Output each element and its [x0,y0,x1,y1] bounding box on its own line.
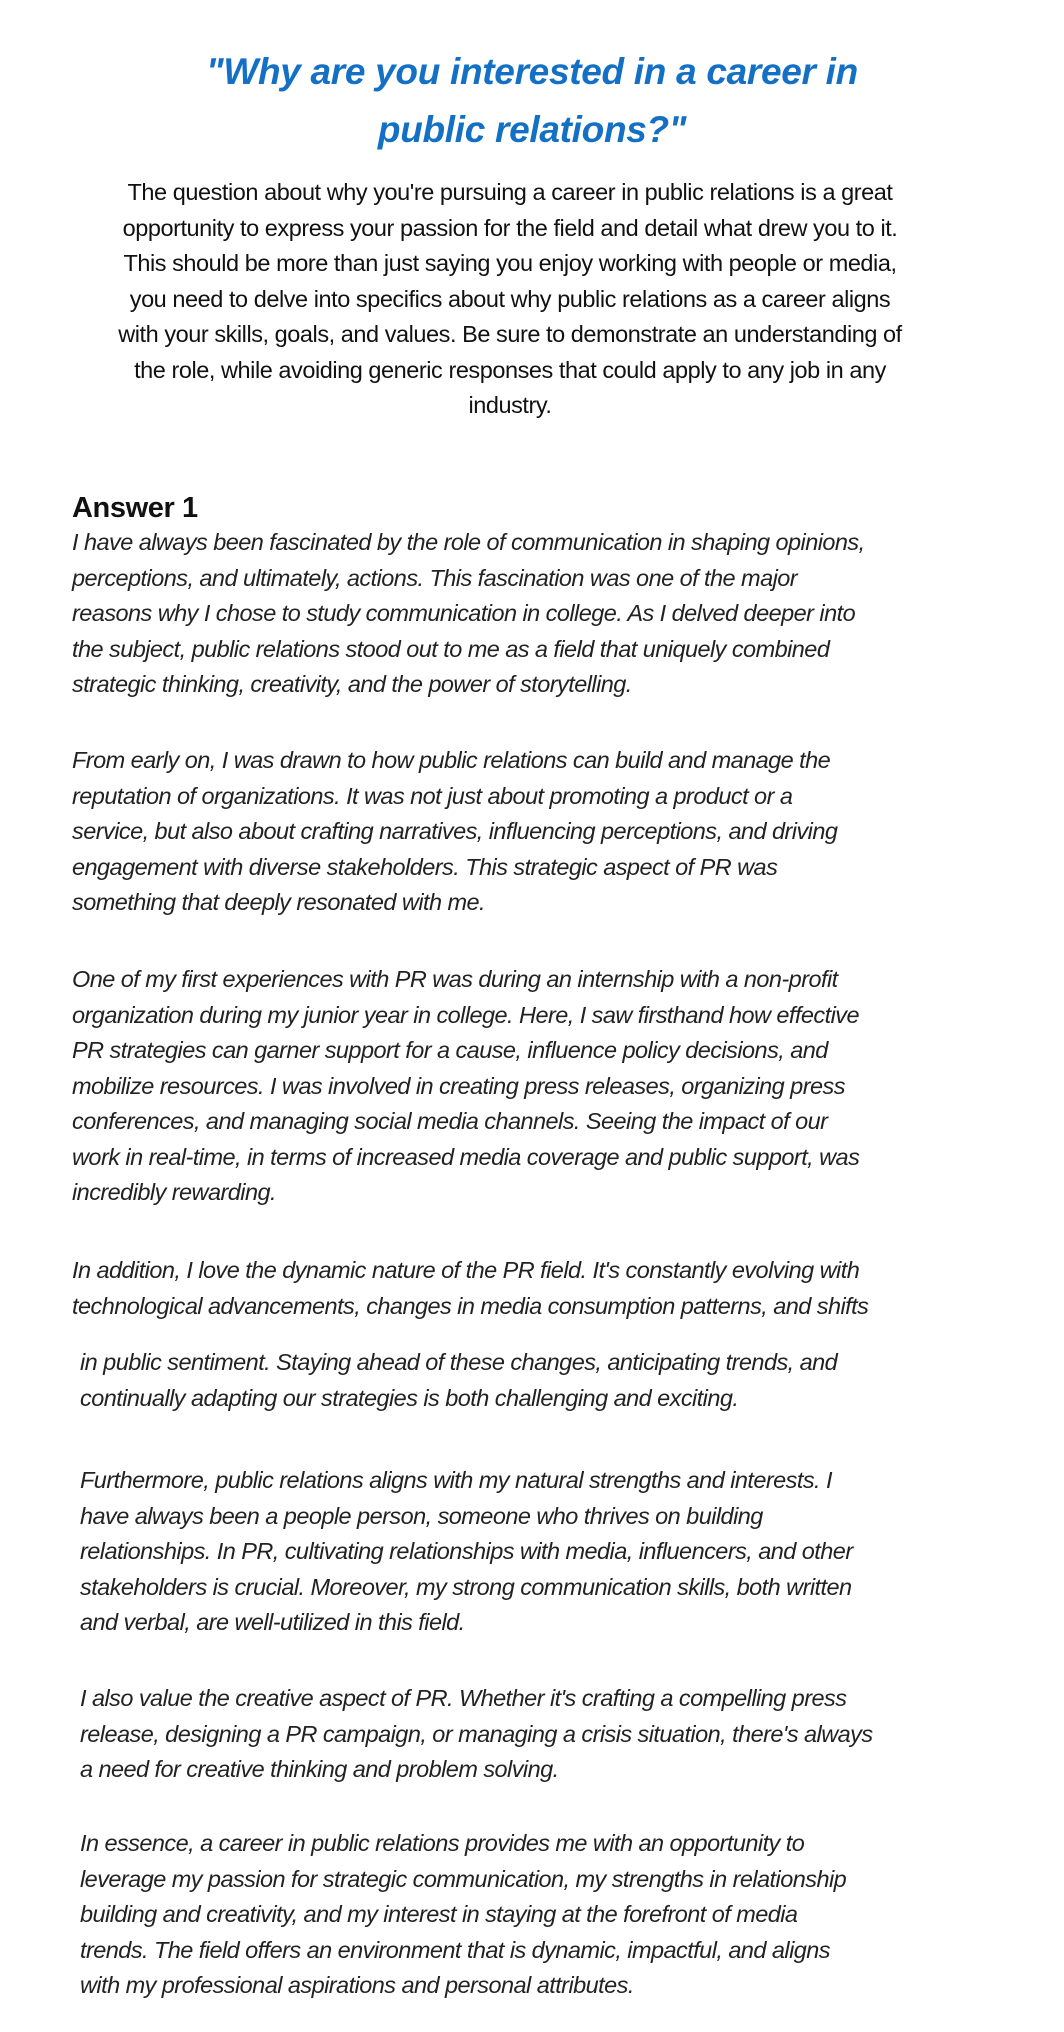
paragraph-line: service, but also about crafting narratives, influencing perceptions, and driving [72,818,838,844]
paragraph-line: conferences, and managing social media channels. Seeing the impact of our [72,1108,828,1134]
answer-paragraph [80,1681,873,1788]
paragraph-line: From early on, I was drawn to how public relations can build and manage the [72,747,831,773]
intro-line: opportunity to express your passion for the field and detail what drew you to it. [122,214,898,241]
answer-heading: Answer 1 [72,492,198,525]
paragraph-line: Furthermore, public relations aligns with my natural strengths and interests. I [80,1467,832,1493]
answer-paragraph [72,743,837,921]
paragraph-line: have always been a people person, someone who thrives on building [80,1502,763,1529]
answer-paragraph [80,1463,853,1641]
paragraph-line: reputation of organizations. It was not just about promoting a product or a [72,782,793,809]
paragraph-line: stakeholders is crucial. Moreover, my strong communication skills, both written [80,1573,852,1600]
intro-line: This should be more than just saying you enjoy working with people or media, [123,250,897,276]
answer-paragraph [72,962,859,1211]
paragraph-line: release, designing a PR campaign, or managing a crisis situation, there's always [80,1720,873,1747]
paragraph-line: technological advancements, changes in media consumption patterns, and shifts [72,1292,869,1319]
intro-line: you need to delve into specifics about why public relations as a career aligns [129,285,891,312]
answer-paragraph [72,525,865,703]
question-description [60,175,960,424]
paragraph-line: with my professional aspirations and personal attributes. [80,1972,634,1998]
paragraph-line: relationships. In PR, cultivating relationships with media, influencers, and other [80,1538,853,1564]
paragraph-line: continually adapting our strategies is both challenging and exciting. [80,1384,739,1411]
paragraph-line: and verbal, are well-utilized in this field. [80,1609,465,1635]
paragraph-line: reasons why I chose to study communication in college. As I delved deeper into [72,600,856,626]
answer-paragraph-continued [80,1345,837,1416]
intro-line: The question about why you're pursuing a career in public relations is a great [127,179,893,205]
page-title [0,43,1064,159]
paragraph-line: One of my first experiences with PR was during an internship with a non-profit [72,966,838,992]
paragraph-line: I also value the creative aspect of PR. Whether it's crafting a compelling press [80,1685,847,1711]
paragraph-line: In addition, I love the dynamic nature of the PR field. It's constantly evolving with [72,1257,860,1283]
paragraph-line: a need for creative thinking and problem solving. [80,1756,559,1782]
title-line: "Why are you interested in a career in [206,50,858,92]
paragraph-line: leverage my passion for strategic communication, my strengths in relationship [80,1865,847,1892]
paragraph-line: engagement with diverse stakeholders. This strategic aspect of PR was [72,853,778,880]
paragraph-line: strategic thinking, creativity, and the power of storytelling. [72,671,632,697]
paragraph-line: something that deeply resonated with me. [72,889,486,915]
paragraph-line: trends. The field offers an environment that is dynamic, impactful, and aligns [80,1936,830,1963]
title-line: public relations?" [377,108,687,150]
paragraph-line: PR strategies can garner support for a cause, influence policy decisions, and [72,1037,828,1063]
intro-line: industry. [468,392,552,418]
paragraph-line: In essence, a career in public relations provides me with an opportunity to [80,1830,805,1856]
intro-line: the role, while avoiding generic responses that could apply to any job in any [134,356,886,383]
paragraph-line: incredibly rewarding. [72,1179,276,1205]
paragraph-line: I have always been fascinated by the role of communication in shaping opinions, [72,529,865,555]
paragraph-line: building and creativity, and my interest in staying at the forefront of media [80,1901,798,1927]
paragraph-line: work in real-time, in terms of increased media coverage and public support, was [72,1143,860,1170]
paragraph-line: organization during my junior year in college. Here, I saw firsthand how effective [72,1001,859,1028]
paragraph-line: in public sentiment. Staying ahead of these changes, anticipating trends, and [80,1349,838,1375]
paragraph-line: mobilize resources. I was involved in creating press releases, organizing press [72,1072,845,1099]
paragraph-line: the subject, public relations stood out to me as a field that uniquely combined [72,635,830,662]
answer-paragraph [80,1826,846,2004]
paragraph-line: perceptions, and ultimately, actions. This fascination was one of the major [72,564,798,591]
answer-paragraph [72,1253,868,1324]
intro-line: with your skills, goals, and values. Be sure to demonstrate an understanding of [118,321,902,347]
